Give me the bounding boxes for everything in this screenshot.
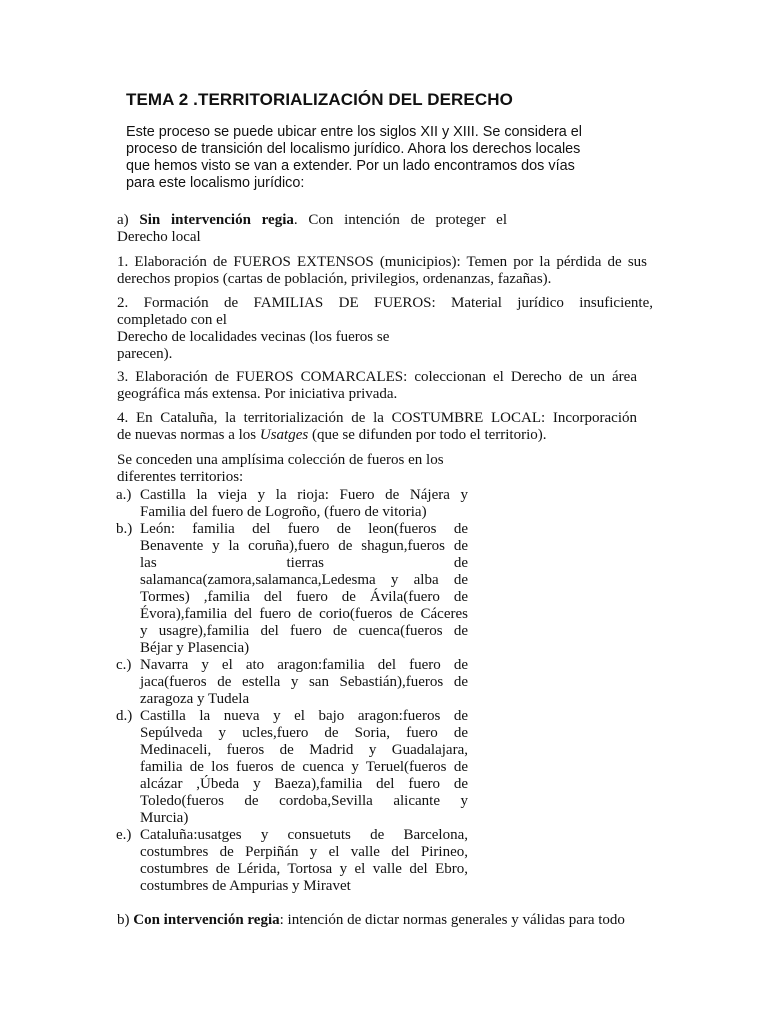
usatges-emphasis: Usatges [259, 427, 309, 443]
intro-line: proceso de transición del localismo jurídico. Ahora los derechos locales [126, 141, 581, 157]
list-item-line: Cataluña:usatges y consuetuts de Barcelona, [140, 827, 468, 843]
list-item [116, 487, 468, 521]
list-item-line: alcázar ,Úbeda y Baeza),familia del fuero de [140, 776, 468, 792]
list-item-line: Tormes) ,familia del fuero de Ávila(fuero de [140, 589, 468, 605]
section-a-line-2: Derecho local [117, 229, 201, 245]
list-item-line: Toledo(fueros de cordoba,Sevilla alicante y [140, 793, 468, 809]
list-item-marker: b.) [116, 521, 133, 537]
list-item-line: costumbres de Ampurias y Miravet [140, 878, 351, 894]
intro-paragraph [126, 124, 596, 192]
point-1-line: derechos propios (cartas de población, privilegios, ordenanzas, fazañas). [117, 271, 552, 287]
section-b-heading [117, 912, 677, 929]
list-item-line: León: familia del fuero de leon(fueros de [140, 521, 468, 537]
list-item-line: costumbres de Perpiñán y el valle del Pirineo, [140, 844, 468, 860]
point-3 [117, 369, 637, 403]
point-2-line: Derecho de localidades vecinas (los fueros se [117, 329, 390, 345]
fueros-list-intro [117, 452, 477, 486]
list-item-line: Murcia) [140, 810, 189, 826]
fueros-list-intro-line: diferentes territorios: [117, 469, 244, 485]
fueros-list-intro-line: Se conceden una amplísima colección de fueros en los [117, 452, 444, 468]
list-item-line: Castilla la nueva y el bajo aragon:fueros de [140, 708, 468, 724]
point-4-line-1: 4. En Cataluña, la territorialización de la COSTUMBRE LOCAL: Incorporación [117, 410, 637, 426]
section-b-marker: b) [117, 912, 130, 928]
list-item-line: Évora),familia del fuero de corio(fueros de Cáceres [140, 606, 468, 622]
list-item-line: Béjar y Plasencia) [140, 640, 250, 656]
list-item [116, 827, 468, 895]
list-item-line: Sepúlveda y ucles,fuero de Soria, fuero de [140, 725, 468, 741]
section-a-marker: a) [117, 212, 129, 228]
point-3-line: geográfica más extensa. Por iniciativa privada. [117, 386, 398, 402]
list-item-line: Familia del fuero de Logroño, (fuero de vitoria) [140, 504, 427, 520]
list-item [116, 521, 468, 657]
list-item-marker: a.) [116, 487, 132, 503]
point-1-line: 1. Elaboración de FUEROS EXTENSOS (municipios): Temen por la pérdida de sus [117, 254, 647, 270]
intro-line: para este localismo jurídico: [126, 175, 305, 191]
list-item-marker: c.) [116, 657, 132, 673]
point-2-line: completado con el [117, 312, 227, 328]
point-4-line-2 [117, 427, 637, 444]
list-item [116, 657, 468, 708]
list-item-line: jaca(fueros de estella y san Sebastián),fueros de [140, 674, 468, 690]
point-4-line-2-text: de nuevas normas a los [117, 427, 260, 443]
point-3-line: 3. Elaboración de FUEROS COMARCALES: coleccionan el Derecho de un área [117, 369, 637, 385]
section-a-heading [117, 212, 507, 246]
document-title: TEMA 2 .TERRITORIALIZACIÓN DEL DERECHO [126, 90, 513, 109]
section-a-line-1 [117, 212, 507, 229]
section-b-bold-label: Con intervención regia [133, 912, 280, 928]
list-item-marker: d.) [116, 708, 133, 724]
point-4-line-2-text: (que se difunden por todo el territorio). [308, 427, 547, 443]
list-item-line: costumbres de Lérida, Tortosa y el valle del Ebro, [140, 861, 468, 877]
list-item-marker: e.) [116, 827, 132, 843]
fueros-territory-list [116, 487, 468, 895]
intro-line: Este proceso se puede ubicar entre los siglos XII y XIII. Se considera el [126, 124, 582, 140]
list-item-line: y usagre),familia del fuero de cuenca(fueros de [140, 623, 468, 639]
section-a-bold-label: Sin intervención regia [139, 212, 294, 228]
list-item-line: Medinaceli, fueros de Madrid y Guadalajara, [140, 742, 468, 758]
section-b-line [117, 912, 677, 929]
list-item [116, 708, 468, 827]
point-2-line: parecen). [117, 346, 173, 362]
list-item-line: zaragoza y Tudela [140, 691, 250, 707]
point-1 [117, 254, 647, 288]
list-item-line: las tierras de [140, 555, 468, 571]
point-2-line: 2. Formación de FAMILIAS DE FUEROS: Material jurídico insuficiente, [117, 295, 653, 311]
intro-line: que hemos visto se van a extender. Por un lado encontramos dos vías [126, 158, 575, 174]
point-4 [117, 410, 637, 444]
section-b-rest: : intención de dictar normas generales y válidas para todo [279, 912, 625, 928]
point-2 [117, 295, 653, 363]
section-a-line-1-rest: . Con intención de proteger el [293, 212, 507, 228]
list-item-line: Benavente y la coruña),fuero de shagun,fueros de [140, 538, 468, 554]
list-item-line: familia de los fueros de cuenca y Teruel(fueros de [140, 759, 468, 775]
list-item-line: Castilla la vieja y la rioja: Fuero de Nájera y [140, 487, 468, 503]
list-item-line: salamanca(zamora,salamanca,Ledesma y alba de [140, 572, 468, 588]
list-item-line: Navarra y el ato aragon:familia del fuero de [140, 657, 468, 673]
